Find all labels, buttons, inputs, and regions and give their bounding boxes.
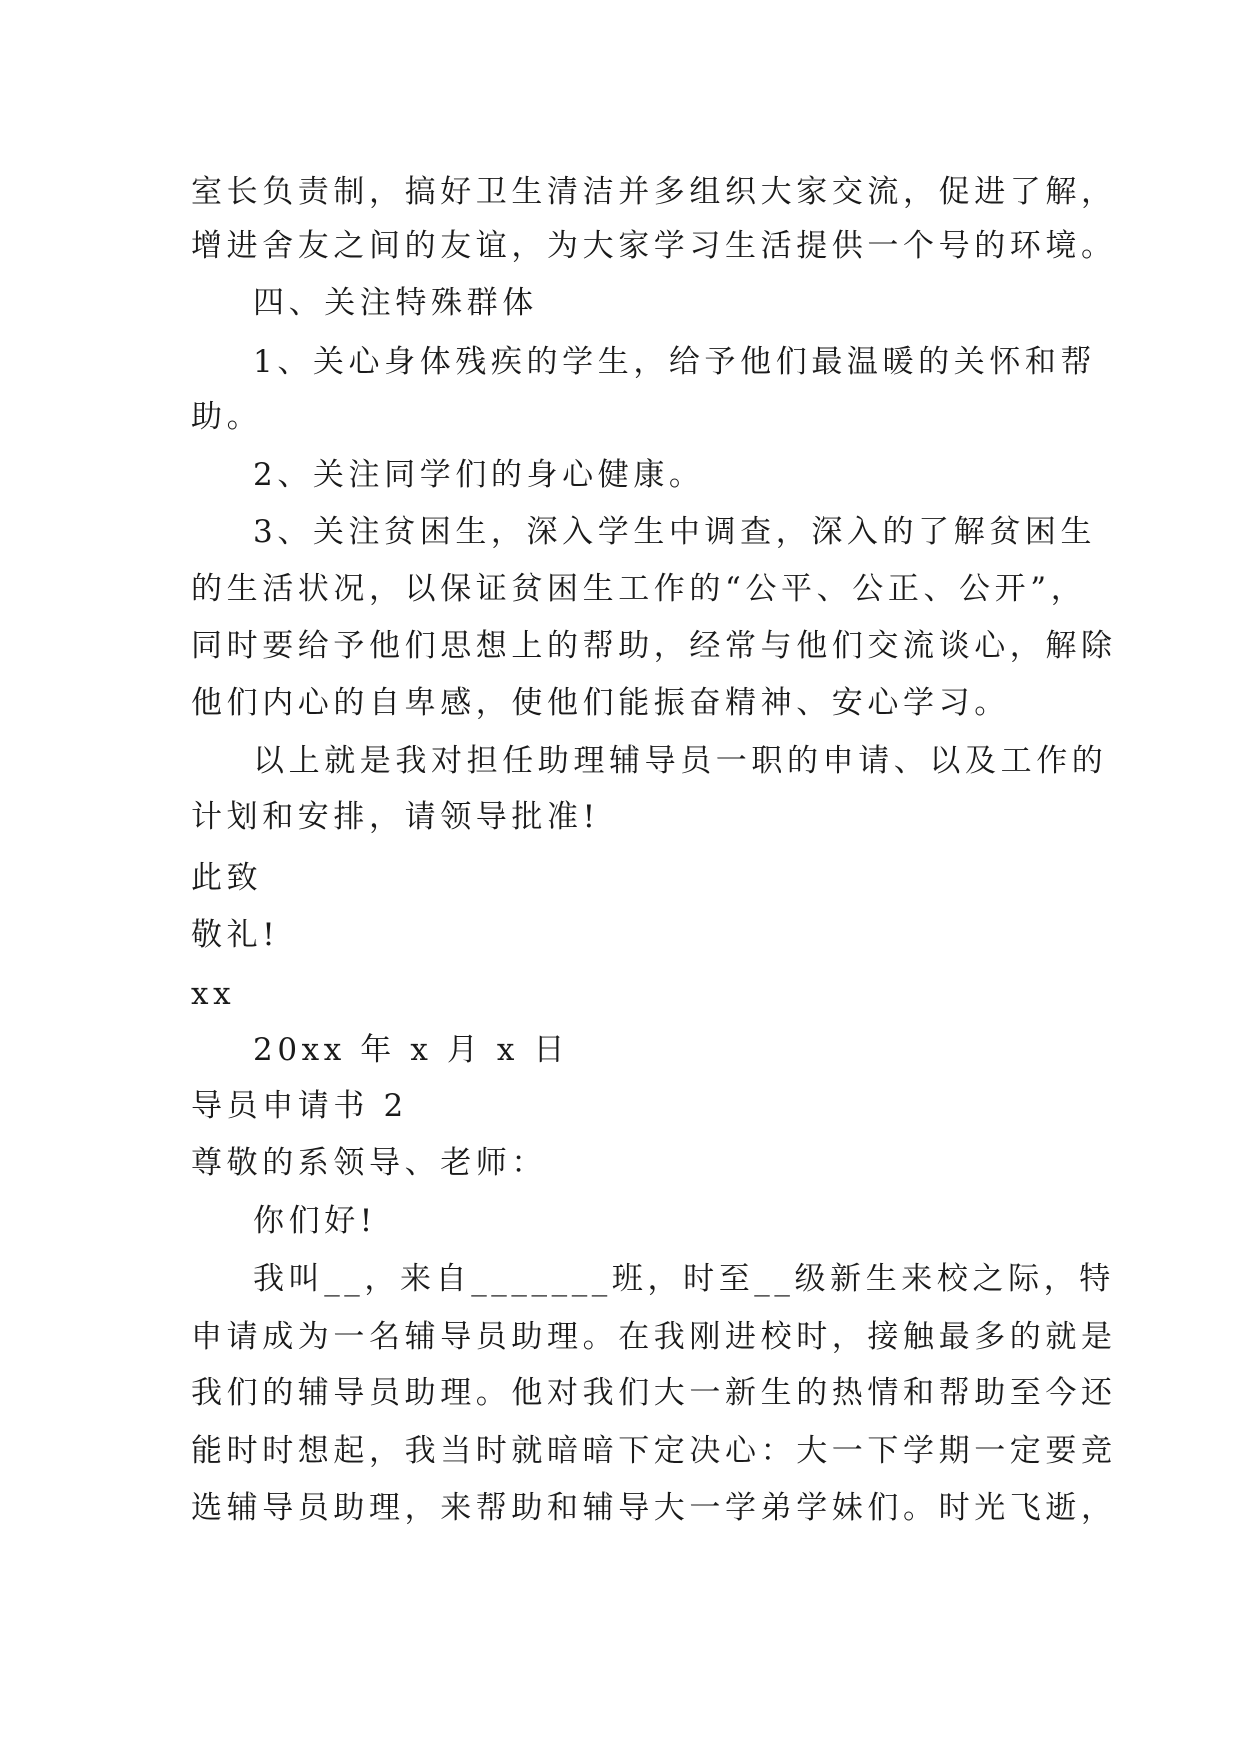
closing-line: 此致 — [191, 860, 263, 896]
greeting: 你们好! — [253, 1203, 377, 1239]
text-line: 助。 — [191, 399, 263, 435]
salutation: 尊敬的系领导、老师： — [191, 1145, 547, 1181]
text-line: 的生活状况，以保证贫困生工作的“公平、公正、公开”， — [191, 571, 1087, 607]
section-heading: 四、关注特殊群体 — [253, 285, 538, 321]
text-line: 室长负责制，搞好卫生清洁并多组织大家交流，促进了解， — [191, 174, 1117, 210]
text-line: 3、关注贫困生，深入学生中调查，深入的了解贫困生 — [253, 514, 1097, 550]
text-line: 我们的辅导员助理。他对我们大一新生的热情和帮助至今还 — [191, 1375, 1117, 1411]
text-line: 能时时想起，我当时就暗暗下定决心：大一下学期一定要竞 — [191, 1433, 1117, 1469]
closing-line: 敬礼! — [191, 917, 280, 953]
text-line: 2、关注同学们的身心健康。 — [253, 457, 705, 493]
text-line: 我叫__，来自_______班，时至__级新生来校之际，特 — [253, 1261, 1115, 1297]
text-line: 计划和安排，请领导批准! — [191, 799, 600, 835]
text-line: 增进舍友之间的友谊，为大家学习生活提供一个号的环境。 — [191, 228, 1117, 264]
text-line: 同时要给予他们思想上的帮助，经常与他们交流谈心，解除 — [191, 628, 1117, 664]
date-line: 20xx 年 x 月 x 日 — [253, 1032, 570, 1068]
text-line: 1、关心身体残疾的学生，给予他们最温暖的关怀和帮 — [253, 344, 1097, 380]
signature-name: xx — [191, 976, 236, 1012]
document-title: 导员申请书 2 — [191, 1088, 408, 1124]
text-line: 以上就是我对担任助理辅导员一职的申请、以及工作的 — [253, 743, 1108, 779]
text-line: 申请成为一名辅导员助理。在我刚进校时，接触最多的就是 — [191, 1319, 1117, 1355]
text-line: 选辅导员助理，来帮助和辅导大一学弟学妹们。时光飞逝， — [191, 1490, 1117, 1526]
text-line: 他们内心的自卑感，使他们能振奋精神、安心学习。 — [191, 685, 1010, 721]
